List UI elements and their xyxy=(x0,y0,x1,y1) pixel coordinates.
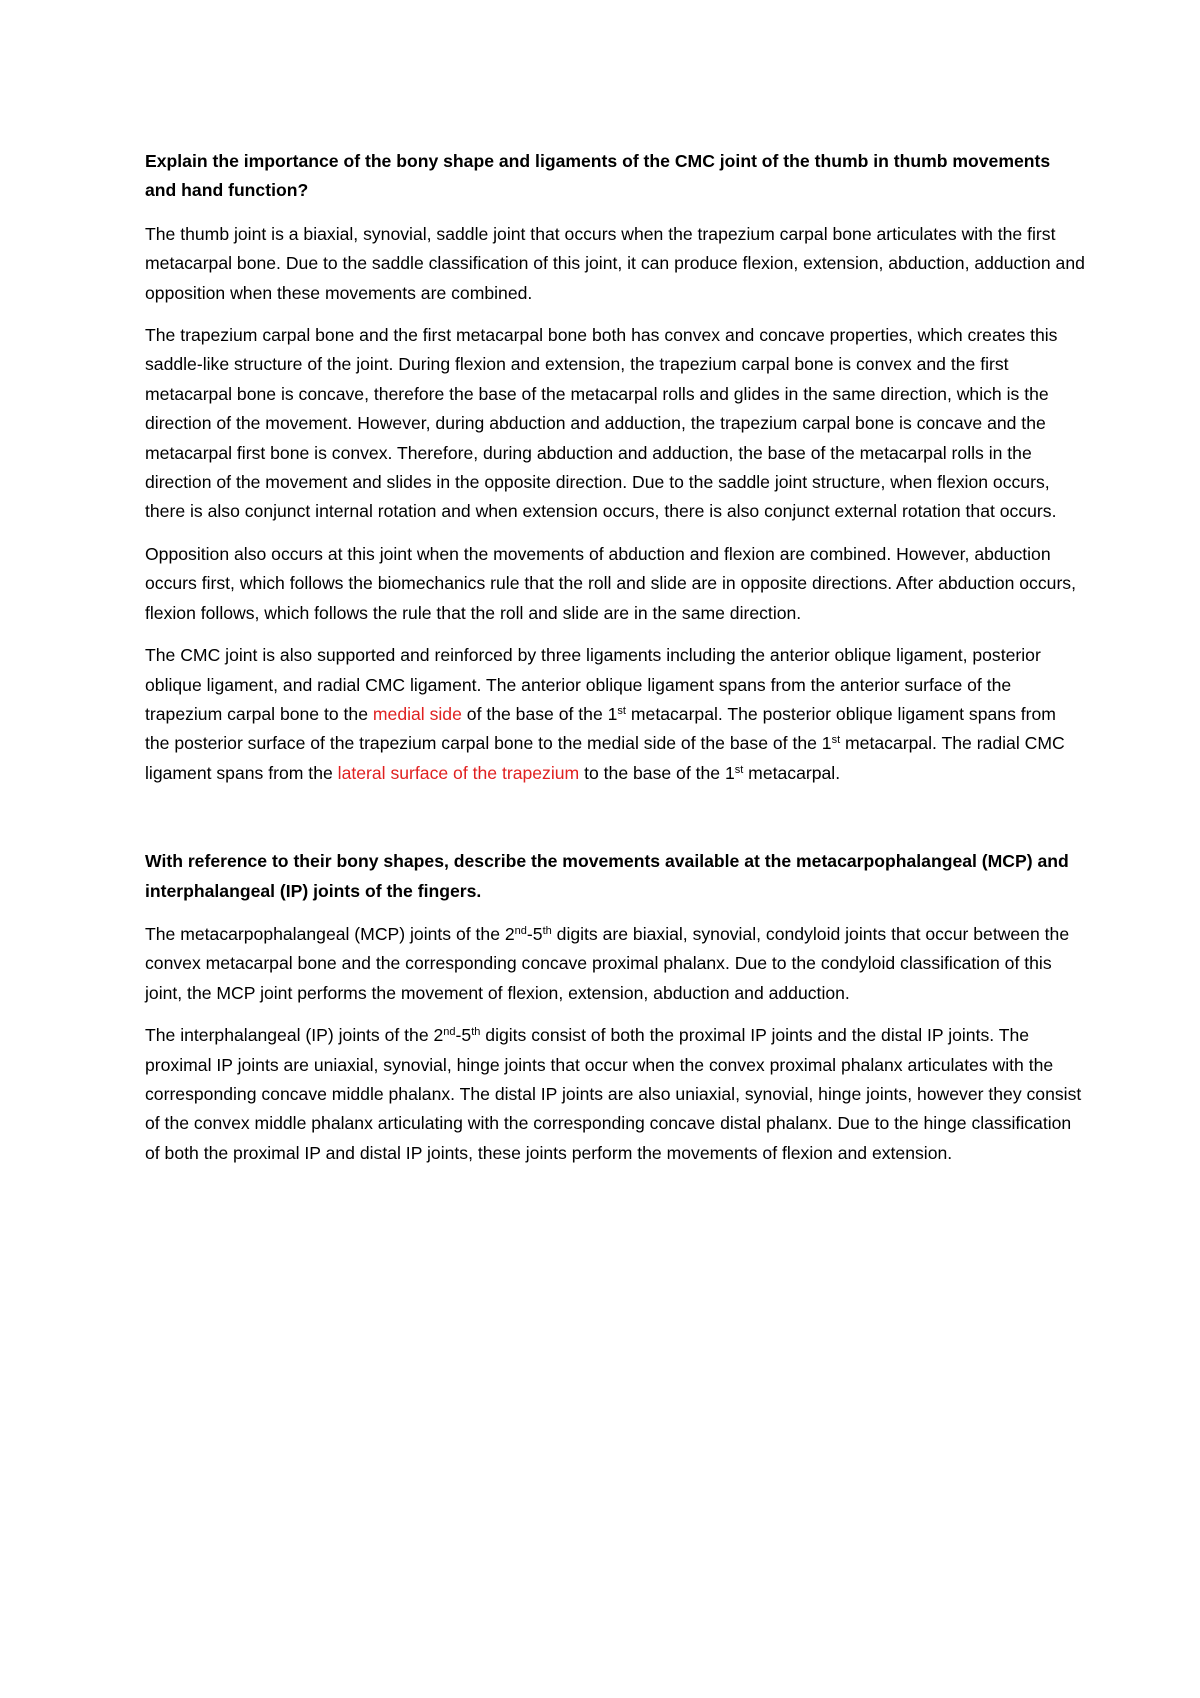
paragraph-thumb-joint: The thumb joint is a biaxial, synovial, saddle joint that occurs when the trapezium carpal bone articulates with the first metacarpal bone. Due to the saddle classification of this joint, it can produce flexion, extension, abduction, adduction and opposition when these movements are combined. xyxy=(145,223,1085,303)
text-run: The interphalangeal (IP) joints of the 2 xyxy=(145,1025,444,1046)
highlight-medial-side: medial side xyxy=(372,703,462,724)
text-run: The metacarpophalangeal (MCP) joints of the 2 xyxy=(145,923,515,944)
text-run: digits are biaxial, synovial, condyloid joints that occur between the convex metacarpal bone and the corresponding concave proximal phalanx. Due to the condyloid classification of this joint, the MCP joint performs the movement of flexion, extension, abduction and adduction. xyxy=(145,923,1070,1003)
superscript: nd xyxy=(443,1026,456,1039)
superscript: st xyxy=(617,704,626,717)
text-run: to the base of the 1 xyxy=(579,762,735,783)
paragraph-ligaments xyxy=(145,641,1085,788)
question-cmc-heading: Explain the importance of the bony shape and ligaments of the CMC joint of the thumb in thumb movements and hand function? xyxy=(145,151,1051,201)
text-run: -5 xyxy=(455,1025,472,1046)
paragraph-ip-joints xyxy=(145,1021,1085,1168)
section-spacer xyxy=(145,801,1085,847)
superscript: th xyxy=(542,924,552,937)
text-run: metacarpal. xyxy=(743,762,841,783)
superscript: st xyxy=(831,734,841,747)
superscript: nd xyxy=(514,924,527,937)
text-run: The CMC joint is also supported and reinforced by three ligaments including the anterior oblique ligament, posterior oblique ligament, and radial CMC ligament. The anterior oblique ligament spans from the anterior surface of the trapezium carpal bone to the xyxy=(145,645,1041,724)
text-run: of the base of the 1 xyxy=(461,703,618,724)
text-run: digits consist of both the proximal IP joints and the distal IP joints. The proximal IP joints are uniaxial, synovial, hinge joints that occur when the convex proximal phalanx articulates with the corresponding concave middle phalanx. The distal IP joints are also uniaxial, synovial, hinge joints, however they consist of the convex middle phalanx articulating with the corresponding concave distal phalanx. Due to the hinge classification of both the proximal IP and distal IP joints, these joints perform the movements of flexion and extension. xyxy=(145,1025,1082,1163)
paragraph-saddle-structure: The trapezium carpal bone and the first metacarpal bone both has convex and concave properties, which creates this saddle-like structure of the joint. During flexion and extension, the trapezium carpal bone is convex and the first metacarpal bone is concave, therefore the base of the metacarpal rolls and glides in the same direction, which is the direction of the movement. However, during abduction and adduction, the trapezium carpal bone is concave and the metacarpal first bone is convex. Therefore, during abduction and adduction, the base of the metacarpal rolls in the direction of the movement and slides in the opposite direction. Due to the saddle joint structure, when flexion occurs, there is also conjunct internal rotation and when extension occurs, there is also conjunct external rotation that occurs. xyxy=(145,325,1058,522)
text-run: -5 xyxy=(526,923,543,944)
text-run: metacarpal. The radial CMC ligament spans from the xyxy=(145,733,1065,783)
paragraph-opposition: Opposition also occurs at this joint when the movements of abduction and flexion are combined. However, abduction occurs first, which follows the biomechanics rule that the roll and slide are in opposite directions. After abduction occurs, flexion follows, which follows the rule that the roll and slide are in the same direction. xyxy=(145,543,1076,623)
highlight-lateral-surface: lateral surface of the trapezium xyxy=(337,762,580,783)
question-mcp-ip-heading: With reference to their bony shapes, describe the movements available at the metacarpophalangeal (MCP) and interphalangeal (IP) joints of the fingers. xyxy=(145,851,1069,901)
superscript: th xyxy=(471,1026,481,1039)
superscript: st xyxy=(734,763,744,776)
paragraph-mcp-joints xyxy=(145,920,1085,1008)
document-body xyxy=(145,147,1085,1181)
text-run: metacarpal. The posterior oblique ligament spans from the posterior surface of the trapezium carpal bone to the medial side of the base of the 1 xyxy=(145,703,1056,754)
